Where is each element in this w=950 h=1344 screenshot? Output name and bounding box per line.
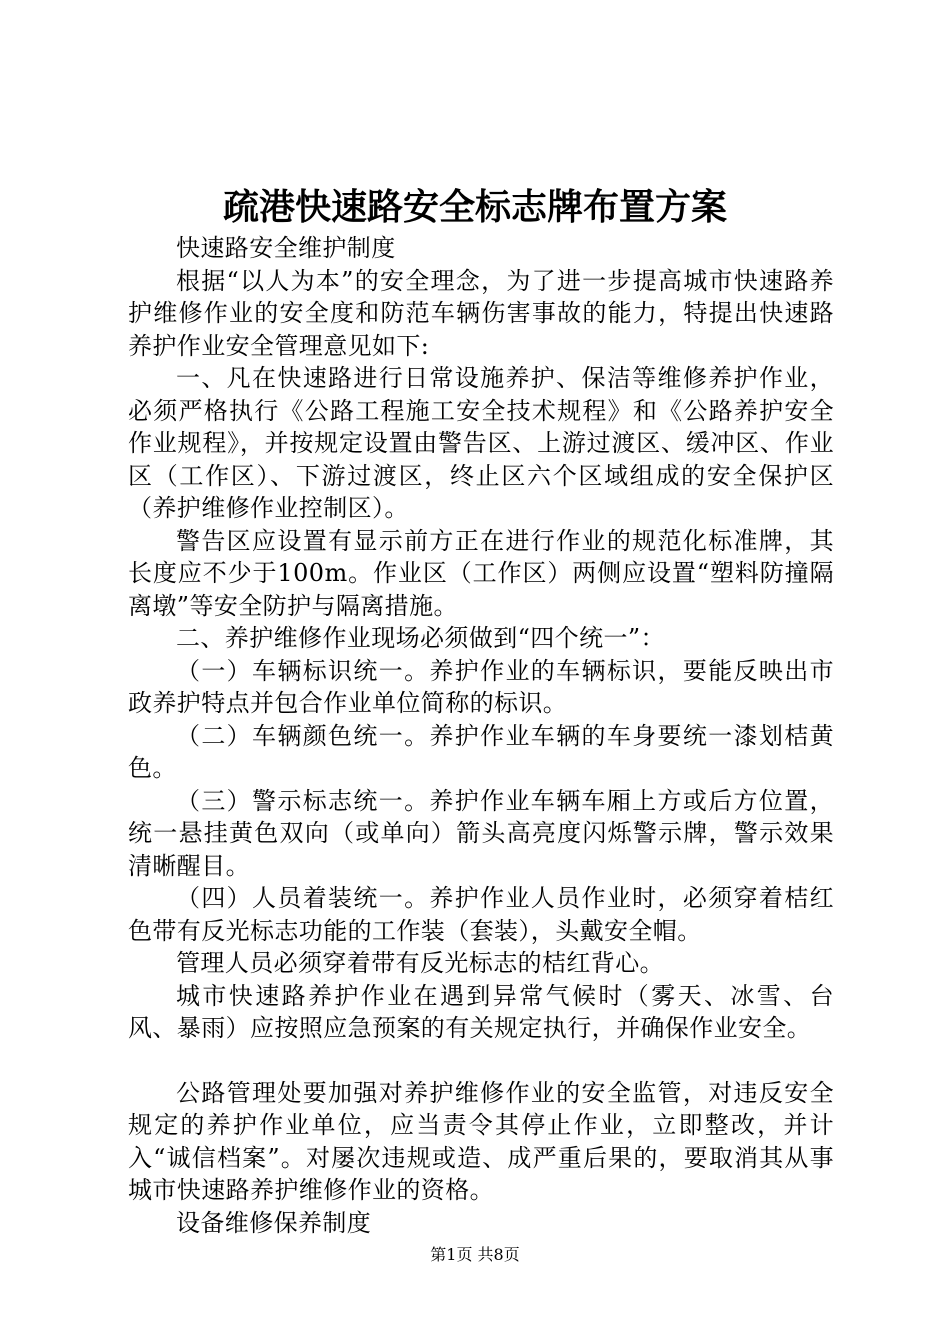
- paragraph-weather: 城市快速路养护作业在遇到异常气候时（雾天、冰雪、台风、暴雨）应按照应急预案的有关规定执行，并确保作业安全。: [128, 981, 834, 1042]
- paragraph-subitem-4: （四）人员着装统一。养护作业人员作业时，必须穿着桔红色带有反光标志功能的工作装（套装），头戴安全帽。: [128, 884, 834, 945]
- paragraph-heading-safety: 快速路安全维护制度: [176, 234, 396, 262]
- paragraph-subitem-3: （三）警示标志统一。养护作业车辆车厢上方或后方位置，统一悬挂黄色双向（或单向）箭头高亮度闪烁警示牌，警示效果清晰醒目。: [128, 786, 834, 880]
- document-title: 疏港快速路安全标志牌布置方案: [222, 186, 727, 228]
- paragraph-warning-zone: 警告区应设置有显示前方正在进行作业的规范化标准牌，其长度应不少于100m。作业区（工作区）两侧应设置“塑料防撞隔离墩”等安全防护与隔离措施。: [128, 526, 834, 620]
- paragraph-subitem-2: （二）车辆颜色统一。养护作业车辆的车身要统一漆划桔黄色。: [128, 721, 834, 782]
- paragraph-supervision: 公路管理处要加强对养护维修作业的安全监管，对违反安全规定的养护作业单位，应当责令其停止作业，立即整改，并计入“诚信档案”。对屡次违规或造、成严重后果的，要取消其从事城市快速路养护维修作业的资格。: [128, 1078, 834, 1204]
- paragraph-heading-maintenance: 设备维修保养制度: [176, 1208, 372, 1237]
- paragraph-intro: 根据“以人为本”的安全理念，为了进一步提高城市快速路养护维修作业的安全度和防范车辆伤害事故的能力，特提出快速路养护作业安全管理意见如下:: [128, 266, 834, 360]
- paragraph-item-1: 一、凡在快速路进行日常设施养护、保洁等维修养护作业，必须严格执行《公路工程施工安全技术规程》和《公路养护安全作业规程》，并按规定设置由警告区、上游过渡区、缓冲区、作业区（工作区）、下游过渡区，终止区六个区域组成的安全保护区（养护维修作业控制区）。: [128, 364, 834, 522]
- document-body: [128, 232, 834, 1239]
- paragraph-item-2: 二、养护维修作业现场必须做到“四个统一”：: [176, 624, 665, 652]
- page-footer: 第1页 共8页: [430, 1245, 520, 1264]
- paragraph-managers: 管理人员必须穿着带有反光标志的桔红背心。: [176, 949, 664, 977]
- paragraph-subitem-1: （一）车辆标识统一。养护作业的车辆标识，要能反映出市政养护特点并包合作业单位简称的标识。: [128, 656, 834, 717]
